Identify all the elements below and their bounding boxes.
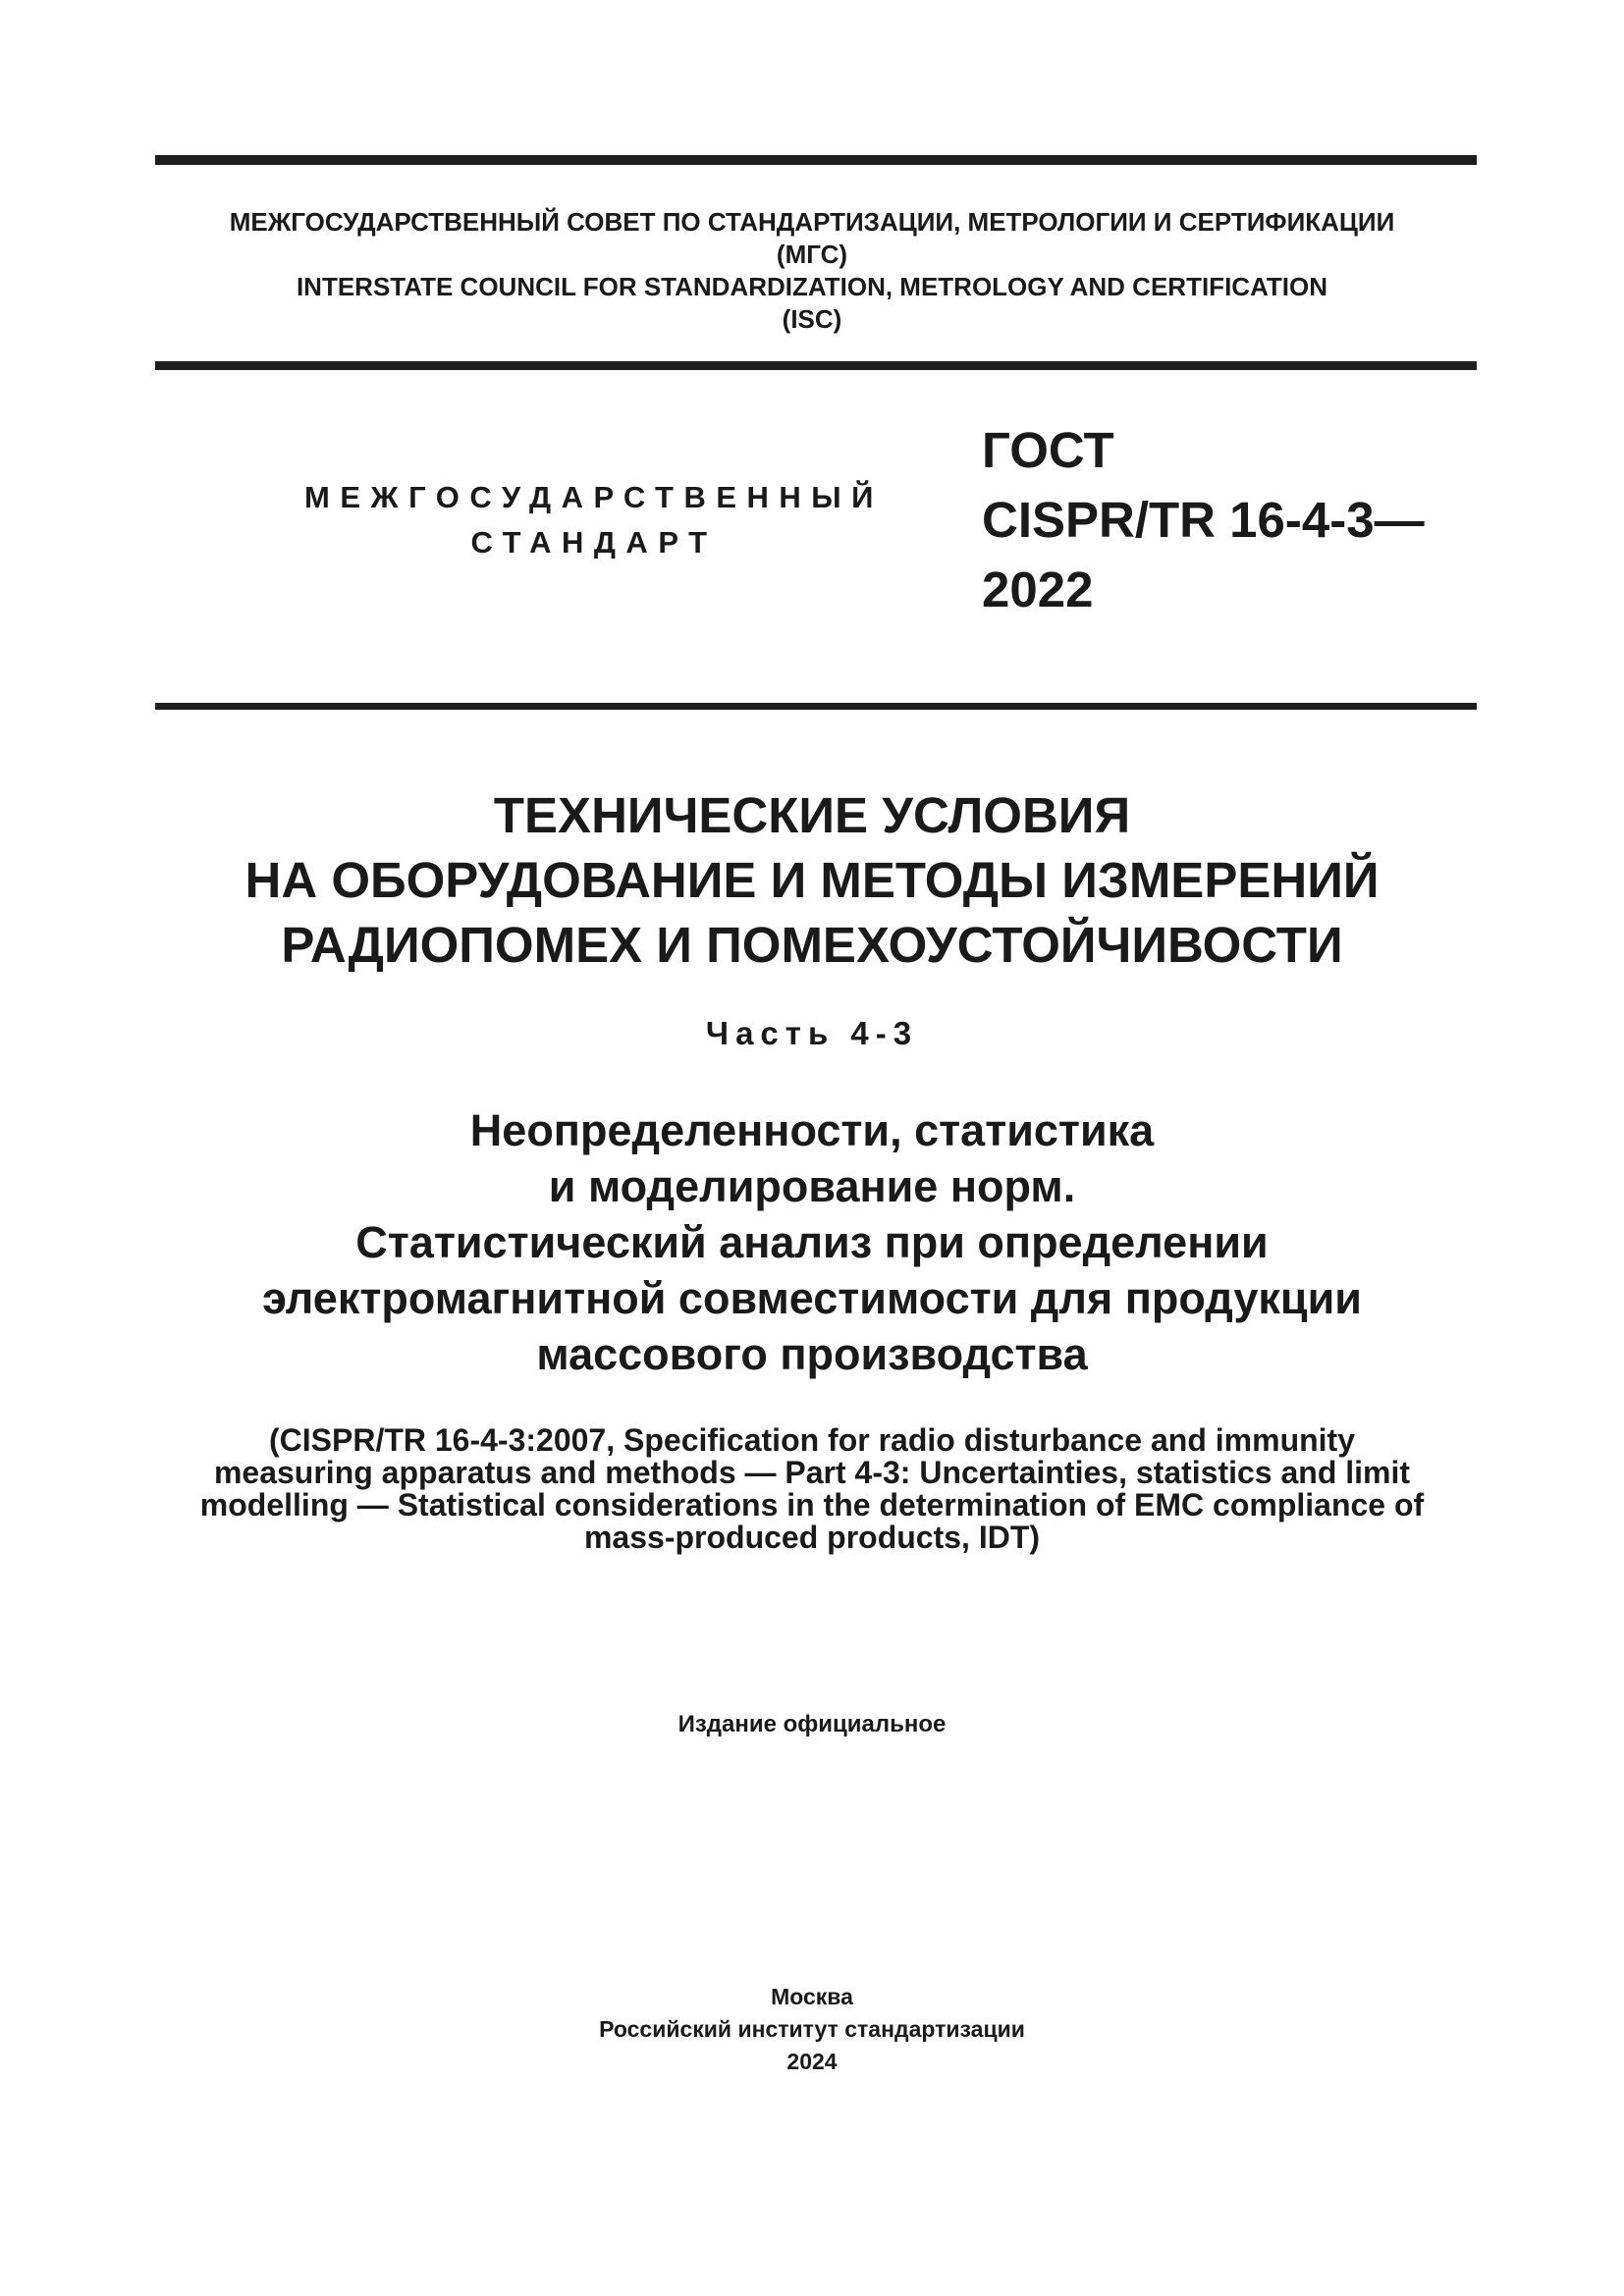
title-line: НА ОБОРУДОВАНИЕ И МЕТОДЫ ИЗМЕРЕНИЙ [244, 852, 1380, 908]
imprint [0, 1981, 1624, 2078]
council-header [0, 206, 1624, 336]
document-subtitle [0, 1102, 1624, 1382]
designation-rule [155, 703, 1477, 710]
imprint-year: 2024 [786, 2049, 838, 2074]
designation-line2: CISPR/TR 16-4-3— [982, 492, 1425, 548]
designation-line3: 2022 [982, 561, 1094, 617]
english-reference-line: modelling — Statistical considerations in the determination of EMC compliance of [199, 1487, 1425, 1522]
council-name-en: INTERSTATE COUNCIL FOR STANDARDIZATION, METROLOGY AND CERTIFICATION [296, 272, 1328, 301]
english-reference-line: measuring apparatus and methods — Part 4-3: Uncertainties, statistics and limit [213, 1455, 1411, 1490]
standard-designation [982, 415, 1425, 624]
title-line: ТЕХНИЧЕСКИЕ УСЛОВИЯ [493, 787, 1131, 843]
standard-type-line2: СТАНДАРТ [470, 525, 718, 560]
edition-label: Издание официальное [677, 1711, 947, 1737]
subtitle-line: и моделирование норм. [548, 1161, 1076, 1211]
subtitle-line: массового производства [536, 1329, 1088, 1379]
designation-line1: ГОСТ [982, 422, 1114, 478]
standard-type [290, 475, 898, 565]
council-name-ru: МЕЖГОСУДАРСТВЕННЫЙ СОВЕТ ПО СТАНДАРТИЗАЦИИ, МЕТРОЛОГИИ И СЕРТИФИКАЦИИ [229, 207, 1395, 237]
subtitle-line: электромагнитной совместимости для продукции [262, 1273, 1362, 1323]
subtitle-line: Статистический анализ при определении [355, 1217, 1269, 1267]
subtitle-line: Неопределенности, статистика [469, 1105, 1155, 1155]
part-number: Часть 4-3 [705, 1015, 919, 1051]
english-reference-line: mass-produced products, IDT) [583, 1520, 1041, 1555]
english-reference [0, 1424, 1624, 1554]
imprint-city: Москва [771, 1984, 853, 2009]
english-reference-line: (CISPR/TR 16-4-3:2007, Specification for radio disturbance and immunity [268, 1422, 1355, 1458]
title-line: РАДИОПОМЕХ И ПОМЕХОУСТОЙЧИВОСТИ [281, 917, 1343, 973]
top-rule [155, 155, 1477, 165]
standard-type-line1: МЕЖГОСУДАРСТВЕННЫЙ [304, 480, 884, 514]
document-title [0, 783, 1624, 978]
council-rule [155, 361, 1477, 370]
council-abbr-ru: (МГС) [776, 240, 848, 269]
council-abbr-en: (ISC) [782, 304, 842, 334]
imprint-publisher: Российский институт стандартизации [599, 2016, 1025, 2042]
